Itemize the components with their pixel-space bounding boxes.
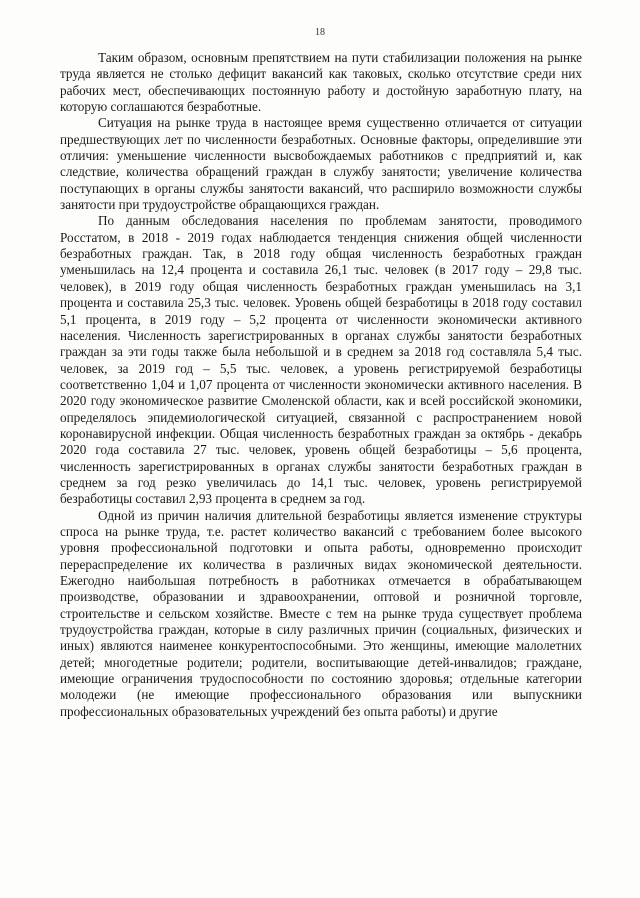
paragraph-3: По данным обследования населения по проблемам занятости, проводимого Росстатом, в 2018 - 2019 годах наблюдается тенденция снижения общей численности безработных граждан. Так, в 2018 году общая численность безработных граждан уменьшилась на 12,4 процента и составила 26,1 тыс. человек (в 2017 году – 29,8 тыс. человек), в 2019 году общая численность безработных граждан уменьшилась на 3,1 процента и составила 25,3 тыс. человек. Уровень общей безработицы в 2018 году составил 5,1 процента, в 2019 году – 5,2 процента от численности экономически активного населения. Численность зарегистрированных в органах службы занятости безработных граждан за эти годы также была небольшой и в среднем за 2018 год составляла 5,4 тыс. человек, за 2019 год – 5,5 тыс. человек, а уровень регистрируемой безработицы соответственно 1,04 и 1,07 процента от численности экономически активного населения. В 2020 году экономическое развитие Смоленской области, как и всей российской экономики, определялось эпидемиологической ситуацией, связанной с распространением новой коронавирусной инфекции. Общая численность безработных граждан за октябрь - декабрь 2020 года составила 27 тыс. человек, уровень общей безработицы – 5,6 процента, численность зарегистрированных в органах службы занятости безработных граждан в среднем за год резко увеличилась до 14,1 тыс. человек, уровень регистрируемой безработицы составил 2,93 процента в среднем за год. xyxy=(60,213,582,507)
paragraph-4: Одной из причин наличия длительной безработицы является изменение структуры спроса на рынке труда, т.е. растет количество вакансий с требованием более высокого уровня профессиональной подготовки и опыта работы, одновременно происходит перераспределение их количества в различных видах экономической деятельности. Ежегодно наибольшая потребность в работниках отмечается в обрабатывающем производстве, образовании и здравоохранении, оптовой и розничной торговле, строительстве и сельском хозяйстве. Вместе с тем на рынке труда существует проблема трудоустройства граждан, которые в силу различных причин (социальных, физических и иных) являются наименее конкурентоспособными. Это женщины, имеющие малолетних детей; многодетные родители; родители, воспитывающие детей-инвалидов; граждане, имеющие ограничения трудоспособности по состоянию здоровья; отдельные категории молодежи (не имеющие профессионального образования или выпускники профессиональных образовательных учреждений без опыта работы) и другие xyxy=(60,507,582,719)
paragraph-2: Ситуация на рынке труда в настоящее время существенно отличается от ситуации предшествующих лет по численности безработных. Основные факторы, определившие эти отличия: уменьшение численности высвобождаемых работников с предприятий и, как следствие, количества обращений граждан в службу занятости; увеличение количества поступающих в органы службы занятости вакансий, что расширило возможности службы занятости при трудоустройстве обращающихся граждан. xyxy=(60,115,582,213)
page-number: 18 xyxy=(315,27,325,38)
paragraph-1: Таким образом, основным препятствием на пути стабилизации положения на рынке труда является не столько дефицит вакансий как таковых, сколько отсутствие среди них рабочих мест, обеспечивающих постоянную работу и достойную заработную плату, на которую соглашаются безработные. xyxy=(60,50,582,115)
body-text xyxy=(60,50,582,720)
